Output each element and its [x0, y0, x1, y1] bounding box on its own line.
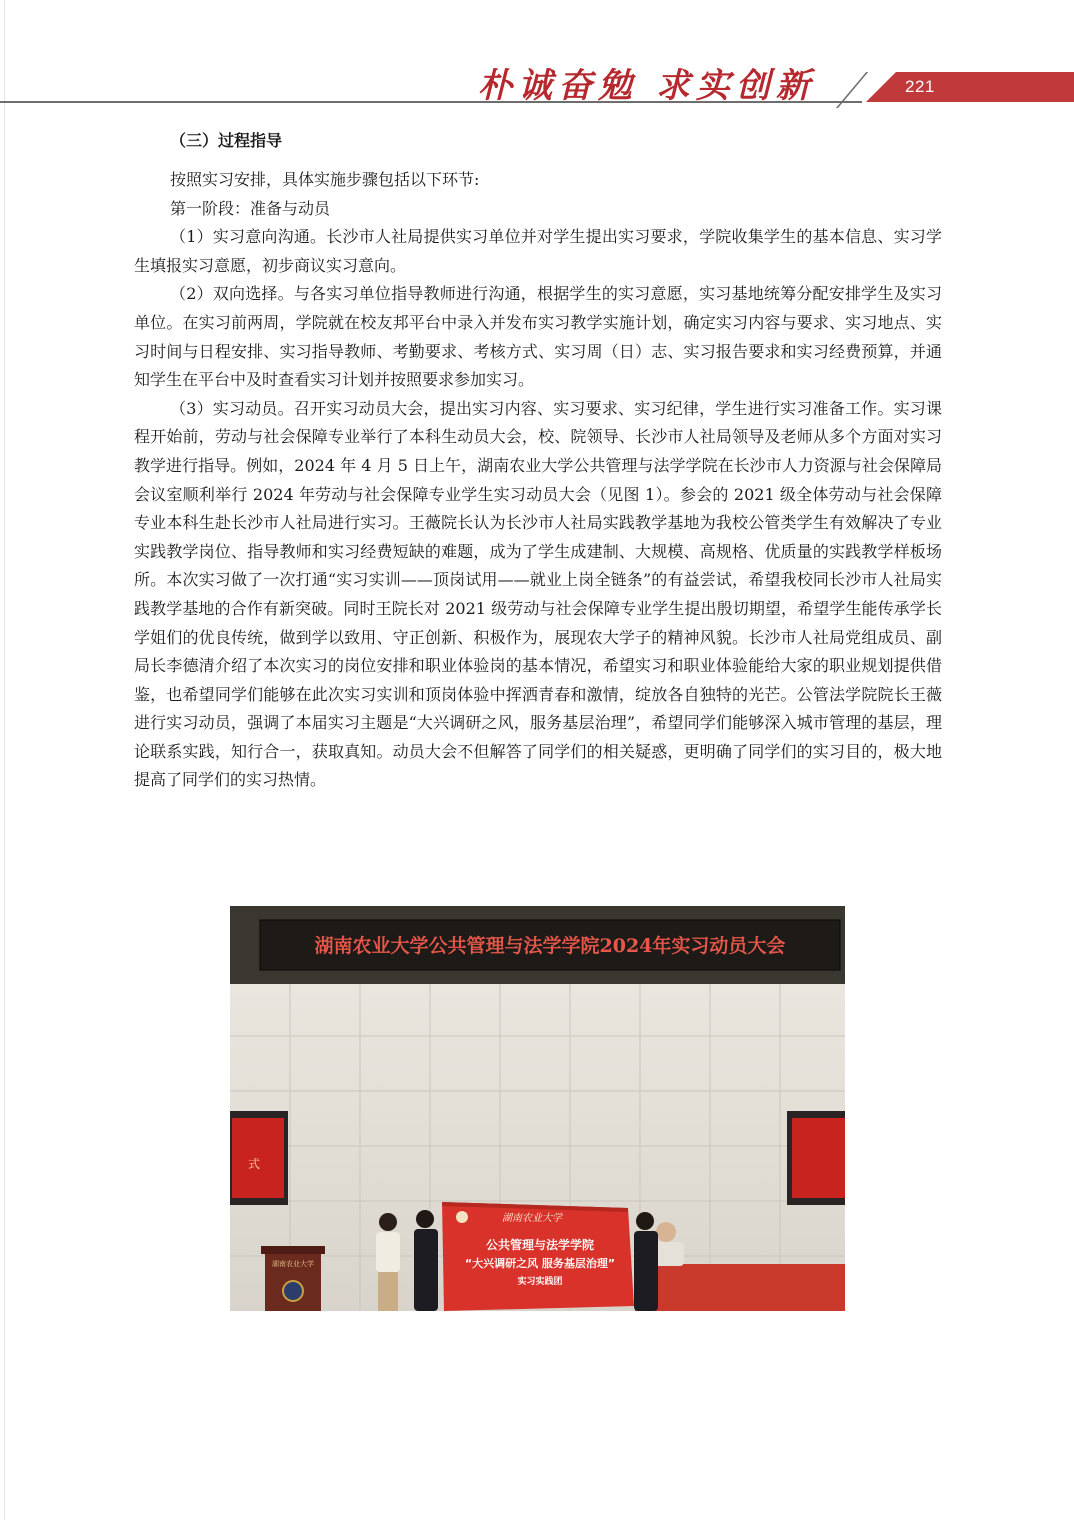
main-content	[134, 128, 942, 795]
banner-text: 湖南农业大学公共管理与法学学院2024年实习动员大会	[314, 935, 786, 957]
page-edge	[4, 0, 5, 1520]
paragraph-3: （3）实习动员。召开实习动员大会，提出实习内容、实习要求、实习纪律，学生进行实习准备工作。实习课程开始前，劳动与社会保障专业举行了本科生动员大会，校、院领导、长沙市人社局领导及老师从多个方面对实习教学进行指导。例如，2024 年 4 月 5 日上午，湖南农业大学公共管理与法学学院在长沙市人力资源与社会保障局会议室顺利举行 2024 年劳动与社会保障专业学生实习动员大会（见图 1）。参会的 2021 级全体劳动与社会保障专业本科生赴长沙市人社局进行实习。王薇院长认为长沙市人社局实践教学基地为我校公管类学生有效解决了专业实践教学岗位、指导教师和实习经费短缺的难题，成为了学生成建制、大规模、高规格、优质量的实践教学样板场所。本次实习做了一次打通“实习实训——顶岗试用——就业上岗全链条”的有益尝试，希望我校同长沙市人社局实践教学基地的合作有新突破。同时王院长对 2021 级劳动与社会保障专业学生提出殷切期望，希望学生能传承学长学姐们的优良传统，做到学以致用、守正创新、积极作为，展现农大学子的精神风貌。长沙市人社局党组成员、副局长李德清介绍了本次实习的岗位安排和职业体验岗的基本情况，希望实习和职业体验能给大家的职业规划提供借鉴，也希望同学们能够在此次实习实训和顶岗体验中挥洒青春和激情，绽放各自独特的光芒。公管法学院院长王薇进行实习动员，强调了本届实习主题是“大兴调研之风，服务基层治理”，希望同学们能够深入城市管理的基层，理论联系实践，知行合一，获取真知。动员大会不但解答了同学们的相关疑惑，更明确了同学们的实习目的，极大地提高了同学们的实习热情。	[134, 398, 942, 790]
person-3-body	[634, 1231, 658, 1311]
page-header	[0, 0, 1074, 110]
person-2-body	[414, 1229, 438, 1311]
podium-emblem	[283, 1281, 303, 1301]
intro-line: 按照实习安排，具体实施步骤包括以下环节:	[170, 170, 480, 189]
person-1-head	[379, 1213, 397, 1231]
head-table	[635, 1264, 845, 1311]
podium-top	[261, 1246, 325, 1254]
photo-scene	[230, 906, 845, 1311]
person-3-head	[636, 1212, 654, 1230]
podium-text: 湖南农业大学	[272, 1260, 314, 1268]
person-2-head	[416, 1210, 434, 1228]
figure-photo	[230, 906, 845, 1311]
stage-line: 第一阶段：准备与动员	[170, 198, 331, 218]
flag-line-1: 公共管理与法学学院	[485, 1238, 595, 1252]
section-heading: （三）过程指导	[170, 131, 283, 150]
header-motto: 朴诚奋勉 求实创新	[478, 66, 816, 106]
flag-line-2: “大兴调研之风 服务基层治理”	[464, 1257, 616, 1270]
right-screen	[792, 1118, 845, 1198]
page-number-tab	[866, 72, 1074, 102]
flag-line-3: 实习实践团	[517, 1277, 563, 1287]
seated-person-head	[656, 1222, 676, 1242]
flag-school-text: 湖南农业大学	[502, 1213, 562, 1224]
flag-emblem	[456, 1211, 468, 1223]
person-1-top	[376, 1232, 400, 1272]
left-screen-text: 式	[248, 1157, 261, 1171]
page-number: 221	[905, 77, 935, 96]
paragraph-2: （2）双向选择。与各实习单位指导教师进行沟通，根据学生的实习意愿，实习基地统筹分配安排学生及实习单位。在实习前两周，学院就在校友邦平台中录入并发布实习教学实施计划，确定实习内容与要求、实习地点、实习时间与日程安排、实习指导教师、考勤要求、考核方式、实习周（日）志、实习报告要求和实习经费预算，并通知学生在平台中及时查看实习计划并按照要求参加实习。	[134, 284, 942, 390]
paragraph-1: （1）实习意向沟通。长沙市人社局提供实习单位并对学生提出实习要求，学院收集学生的基本信息、实习学生填报实习意愿，初步商议实习意向。	[134, 227, 942, 275]
person-1-legs	[378, 1272, 398, 1311]
